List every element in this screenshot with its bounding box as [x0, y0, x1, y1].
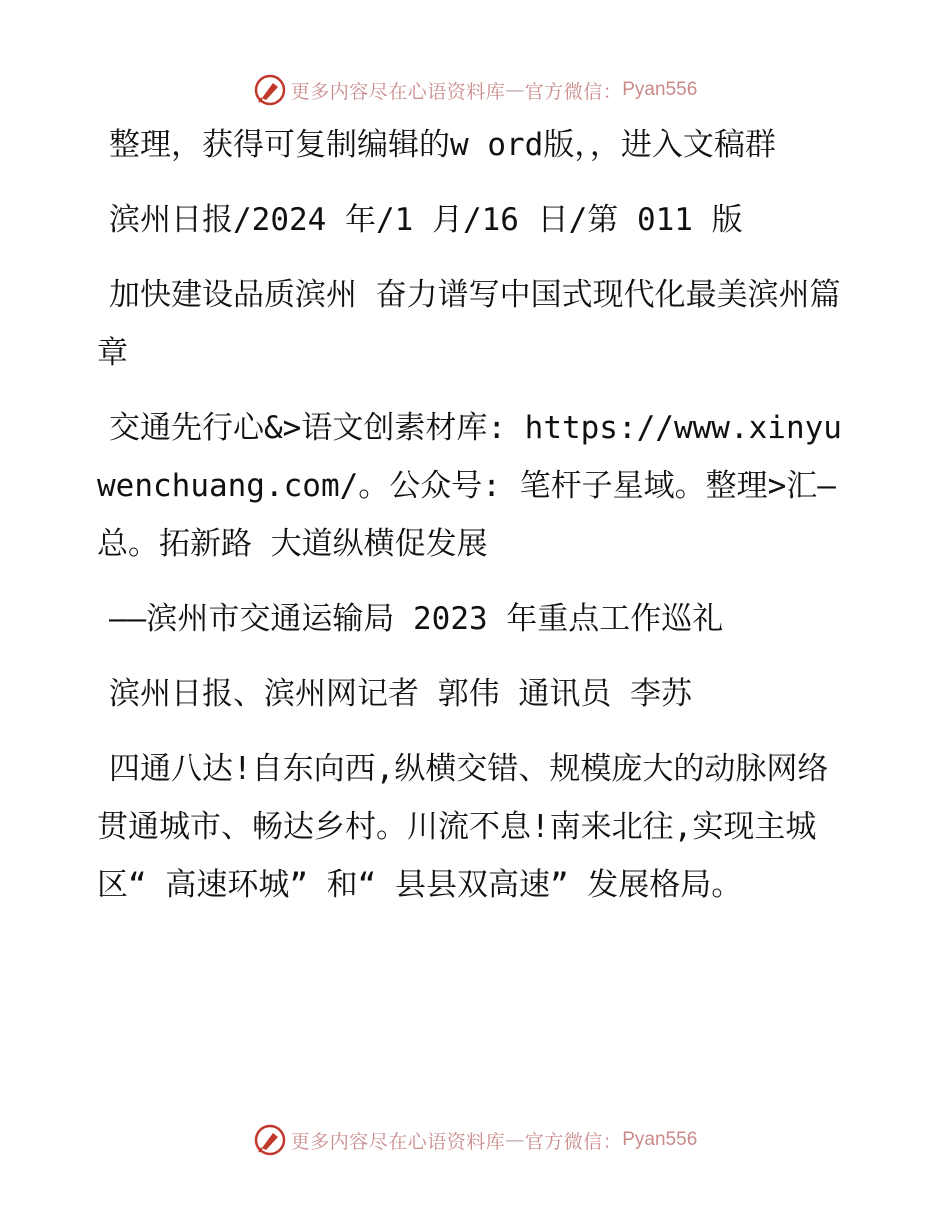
paragraph-subheadline: 交通先行心&>语文创素材库: https://www.xinyuwenchuang.com/。公众号: 笔杆子星域。整理>汇—总。拓新路 大道纵横促发展	[97, 410, 842, 562]
banner-contact-label: 官方微信：	[524, 80, 623, 103]
banner-contact-label: 官方微信：	[524, 1130, 623, 1153]
banner-separator: —	[505, 79, 525, 101]
paragraph-body: 四通八达!自东向西,纵横交错、规模庞大的动脉网络贯通城市、畅达乡村。川流不息!南来北往,实现主城区“ 高速环城” 和“ 县县双高速” 发展格局。	[97, 751, 829, 903]
paragraph-headline: 加快建设品质滨州 奋力谱写中国式现代化最美滨州篇章	[97, 277, 841, 371]
paragraph-subtitle: ——滨州市交通运输局 2023 年重点工作巡礼	[109, 601, 724, 637]
document-body	[97, 116, 857, 931]
banner-text: 更多内容尽在心语资料库	[290, 1130, 506, 1153]
banner-contact-id: Pyan556	[622, 1129, 698, 1150]
header-watermark-banner	[0, 70, 950, 110]
footer-watermark-banner	[0, 1120, 950, 1160]
paragraph-source-line: 滨州日报/2024 年/1 月/16 日/第 011 版	[109, 202, 743, 238]
paragraph-byline: 滨州日报、滨州网记者 郭伟 通讯员 李苏	[109, 676, 692, 712]
banner-separator: —	[505, 1129, 525, 1151]
pen-nib-logo-icon	[253, 1123, 287, 1157]
paragraph-intro: 整理，获得可复制编辑的w ord版，，进入文稿群	[109, 127, 776, 163]
banner-contact-id: Pyan556	[622, 79, 698, 100]
pen-nib-logo-icon	[253, 73, 287, 107]
banner-text: 更多内容尽在心语资料库	[290, 80, 506, 103]
